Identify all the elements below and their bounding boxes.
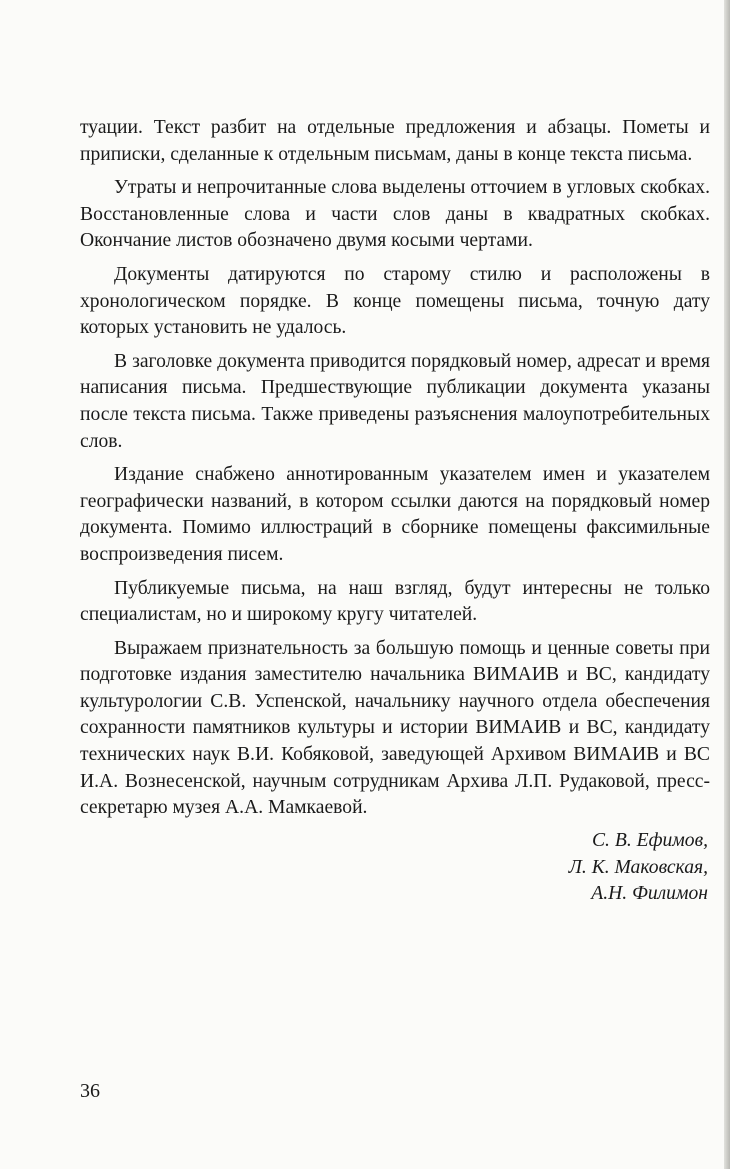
page-edge [724, 0, 730, 1169]
paragraph-continuation: туации. Текст разбит на отдельные предложения и абзацы. Пометы и приписки, сделанные к отдельным письмам, даны в конце текста письма. [80, 117, 710, 165]
page-number: 36 [80, 1080, 100, 1102]
paragraph-dating: Документы датируются по старому стилю и расположены в хронологическом порядке. В конце помещены письма, точную дату которых установить не удалось. [80, 263, 710, 339]
body-text [80, 115, 710, 829]
paragraph-acknowledgements: Выражаем признательность за большую помощь и ценные советы при подготовке издания заместителю начальника ВИМАИВ и ВС, кандидату культурологии С.В. Успенской, начальнику научного отдела обеспечения сохранности памятников культуры и истории ВИМАИВ и ВС, кандидату технических наук В.И. Кобяковой, заведующей Архивом ВИМАИВ и ВС И.А. Вознесенской, научным сотрудникам Архива Л.П. Рудаковой, пресс-секретарю музея А.А. Мамкаевой. [80, 637, 710, 819]
author-makovskaya: Л. К. Маковская, [568, 856, 708, 878]
author-filimon: А.Н. Филимон [591, 883, 708, 904]
authors-signature-block [569, 828, 708, 908]
paragraph-index: Издание снабжено аннотированным указателем имен и указателем географически названий, в котором ссылки даются на порядковый номер документа. Помимо иллюстраций в сборнике помещены факсимильные воспроизведения писем. [80, 464, 710, 565]
paragraph-headings: В заголовке документа приводится порядковый номер, адресат и время написания письма. Предшествующие публикации документа указаны после текста письма. Также приведены разъяснения малоупотребительных слов. [80, 350, 710, 452]
paragraph-losses: Утраты и непрочитанные слова выделены отточием в угловых скобках. Восстановленные слова и части слов даны в квадратных скобках. Окончание листов обозначено двумя косыми чертами. [80, 177, 710, 252]
paragraph-audience: Публикуемые письма, на наш взгляд, будут интересны не только специалистам, но и широкому кругу читателей. [80, 577, 710, 626]
author-efimov: С. В. Ефимов, [591, 830, 708, 851]
